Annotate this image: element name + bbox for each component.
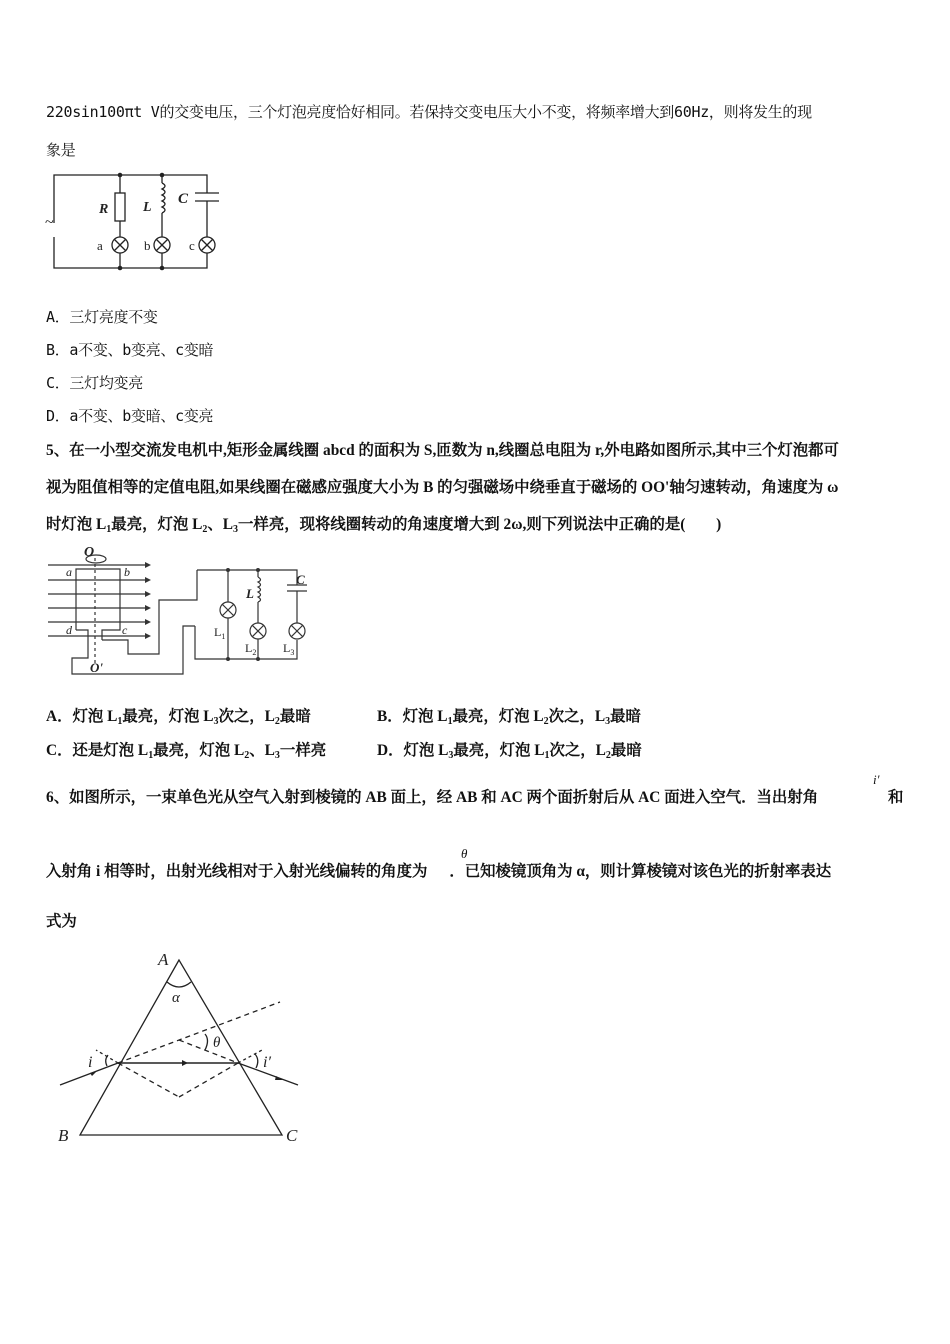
q4-stem-line2: 象是 xyxy=(46,141,76,159)
svg-text:b: b xyxy=(144,238,151,253)
svg-text:C: C xyxy=(286,1126,298,1145)
svg-text:i: i xyxy=(88,1054,93,1071)
svg-text:L3: $L_3$ xyxy=(283,641,295,657)
theta-symbol: θ xyxy=(461,846,468,861)
q5-stem-line2: 视为阻值相等的定值电阻,如果线圈在磁感应强度大小为 B 的匀强磁场中绕垂直于磁场的 OO'轴匀速转动，角速度为 ω xyxy=(46,479,839,496)
q4-option-d: D．a不变、b变暗、c变亮 xyxy=(46,407,214,425)
svg-text:B: B xyxy=(58,1126,69,1145)
svg-text:a: a xyxy=(66,565,72,579)
q5-stem-line1: 5、在一小型交流发电机中,矩形金属线圈 abcd 的面积为 S,匝数为 n,线圈总电阻为 r,外电路如图所示,其中三个灯泡都可 xyxy=(46,442,839,459)
svg-text:d: d xyxy=(66,623,72,637)
q5-option-d: D．灯泡 $L_3$最亮，灯泡 $L_1$次之，$L_2$最暗 xyxy=(377,742,642,761)
svg-text:L: L xyxy=(143,200,152,215)
svg-text:c: c xyxy=(122,623,128,637)
q5-stem-line3: 时灯泡 $L_1$最亮，灯泡 $L_2$、$L_3$一样亮，现将线圈转动的角速度增大到 2ω,则下列说法中正确的是( ) xyxy=(46,516,722,535)
q5-option-c: C．还是灯泡 $L_1$最亮，灯泡 $L_2$、$L_3$一样亮 xyxy=(46,742,327,761)
svg-text:a: a xyxy=(97,238,103,253)
q5-option-a: A．灯泡 $L_1$最亮，灯泡 $L_3$次之，$L_2$最暗 xyxy=(46,708,311,727)
svg-text:O: O xyxy=(84,545,95,560)
svg-text:C: C xyxy=(296,572,305,587)
q5-option-b: B．灯泡 $L_1$最亮，灯泡 $L_2$次之，$L_3$最暗 xyxy=(377,708,641,727)
q4-option-a: A．三灯亮度不变 xyxy=(46,308,158,326)
q6-prism-diagram xyxy=(50,940,320,1150)
svg-text:α: α xyxy=(172,990,180,1006)
svg-text:C: C xyxy=(178,191,189,207)
svg-text:L: L xyxy=(246,586,254,601)
svg-text:A: A xyxy=(158,950,169,969)
svg-text:R: R xyxy=(99,202,109,217)
q6-stem-line1: 6、如图所示，一束单色光从空气入射到棱镜的 AB 面上，经 AB 和 AC 两个面折射后从 AC 面进入空气．当出射角 xyxy=(46,789,819,806)
q6-stem-line1-end: 和 xyxy=(888,789,904,806)
svg-text:b: b xyxy=(124,565,130,579)
i-prime-symbol: i′ xyxy=(873,772,880,787)
q4-option-b: B．a不变、b变亮、c变暗 xyxy=(46,341,214,359)
ac-source-symbol: ~ xyxy=(45,214,54,231)
q6-stem-line2: 入射角 i 相等时，出射光线相对于入射光线偏转的角度为 ．已知棱镜顶角为 α，则计算棱镜对该色光的折射率表达 xyxy=(46,863,832,880)
svg-text:L2: $L_2$ xyxy=(245,641,257,657)
q6-stem-line3: 式为 xyxy=(46,913,77,930)
q4-option-c: C．三灯均变亮 xyxy=(46,374,143,392)
svg-text:L1: $L_1$ xyxy=(214,625,226,641)
svg-text:c: c xyxy=(189,238,195,253)
q4-circuit-diagram xyxy=(40,165,240,275)
svg-text:θ: θ xyxy=(213,1035,221,1051)
svg-text:O': O' xyxy=(90,660,103,675)
q4-stem-line1: 220sin100πt V的交变电压，三个灯泡亮度恰好相同。若保持交变电压大小不变，将频率增大到60Hz，则将发生的现 xyxy=(46,103,812,121)
q5-generator-circuit-diagram xyxy=(40,540,320,680)
svg-text:i′: i′ xyxy=(263,1054,271,1071)
